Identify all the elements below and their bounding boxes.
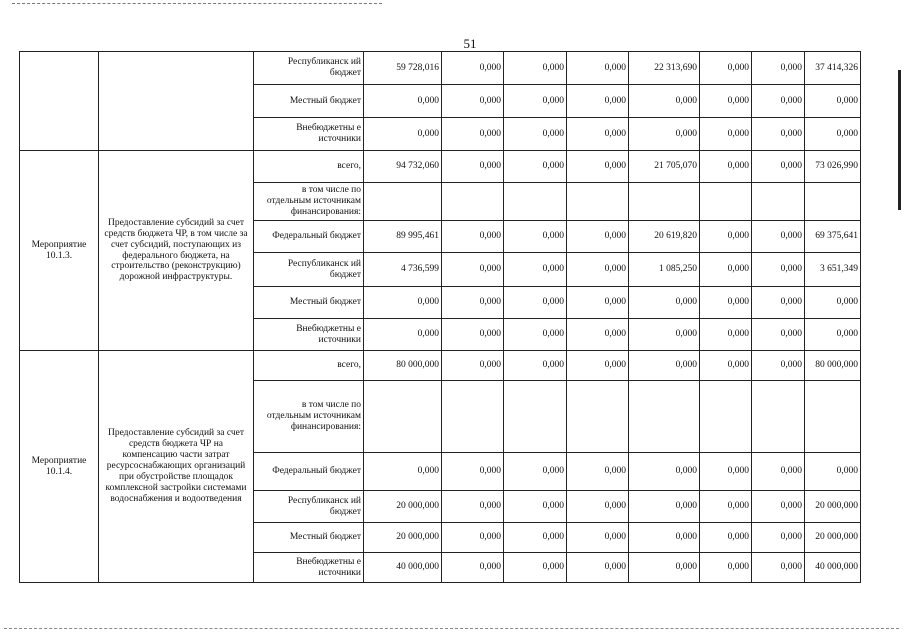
amount-cell: 73 026,990 [805, 151, 861, 183]
event-description-cell: Предоставление субсидий за счет средств бюджета ЧР, в том числе за счет субсидий, поступающих из федерального бюджета, на строительство (реконструкцию) дорожной инфраструктуры. [99, 151, 254, 351]
amount-cell: 0,000 [504, 118, 567, 151]
funding-source-cell: Республиканск ий бюджет [254, 253, 364, 287]
amount-cell: 0,000 [504, 453, 567, 491]
amount-cell [364, 183, 442, 221]
amount-cell: 0,000 [364, 287, 442, 319]
amount-cell: 0,000 [752, 85, 805, 118]
amount-cell [805, 183, 861, 221]
amount-cell: 3 651,349 [805, 253, 861, 287]
funding-source-cell: в том числе по отдельным источникам финансирования: [254, 381, 364, 453]
amount-cell: 0,000 [504, 319, 567, 351]
table-row [20, 52, 861, 85]
amount-cell: 0,000 [567, 491, 629, 523]
amount-cell [442, 381, 504, 453]
funding-source-cell: Республиканск ий бюджет [254, 491, 364, 523]
funding-source-cell: Местный бюджет [254, 287, 364, 319]
amount-cell: 0,000 [442, 221, 504, 253]
amount-cell: 0,000 [504, 351, 567, 381]
amount-cell: 1 085,250 [629, 253, 700, 287]
amount-cell: 0,000 [700, 523, 752, 553]
amount-cell: 0,000 [700, 151, 752, 183]
amount-cell: 69 375,641 [805, 221, 861, 253]
amount-cell [504, 183, 567, 221]
funding-source-cell: в том числе по отдельным источникам финансирования: [254, 183, 364, 221]
amount-cell [442, 183, 504, 221]
amount-cell: 0,000 [567, 351, 629, 381]
amount-cell: 0,000 [442, 351, 504, 381]
funding-source-cell: Внебюджетны е источники [254, 118, 364, 151]
amount-cell: 0,000 [700, 553, 752, 583]
funding-source-cell: Местный бюджет [254, 523, 364, 553]
event-code-cell: Мероприятие 10.1.4. [20, 351, 99, 583]
amount-cell [364, 381, 442, 453]
amount-cell: 20 000,000 [364, 491, 442, 523]
amount-cell [752, 381, 805, 453]
amount-cell: 0,000 [504, 553, 567, 583]
funding-source-cell: Федеральный бюджет [254, 453, 364, 491]
table-row [20, 351, 861, 381]
amount-cell: 0,000 [805, 85, 861, 118]
amount-cell: 0,000 [805, 453, 861, 491]
amount-cell: 20 000,000 [805, 491, 861, 523]
funding-source-cell: Внебюджетны е источники [254, 319, 364, 351]
amount-cell: 20 000,000 [364, 523, 442, 553]
amount-cell: 80 000,000 [805, 351, 861, 381]
amount-cell: 0,000 [504, 151, 567, 183]
amount-cell: 0,000 [504, 491, 567, 523]
amount-cell: 0,000 [700, 253, 752, 287]
table-row [20, 151, 861, 183]
amount-cell: 0,000 [752, 221, 805, 253]
amount-cell: 0,000 [629, 287, 700, 319]
amount-cell [629, 183, 700, 221]
amount-cell: 0,000 [805, 287, 861, 319]
amount-cell: 0,000 [442, 491, 504, 523]
amount-cell: 0,000 [364, 118, 442, 151]
funding-source-cell: Внебюджетны е источники [254, 553, 364, 583]
amount-cell: 0,000 [752, 553, 805, 583]
amount-cell: 0,000 [567, 553, 629, 583]
amount-cell: 0,000 [567, 453, 629, 491]
amount-cell: 0,000 [504, 523, 567, 553]
amount-cell: 0,000 [567, 523, 629, 553]
amount-cell: 0,000 [504, 287, 567, 319]
amount-cell: 0,000 [629, 319, 700, 351]
scan-artifact-top [12, 3, 382, 4]
amount-cell: 0,000 [442, 52, 504, 85]
funding-source-cell: Федеральный бюджет [254, 221, 364, 253]
amount-cell: 0,000 [752, 491, 805, 523]
amount-cell: 0,000 [700, 453, 752, 491]
amount-cell: 0,000 [752, 151, 805, 183]
amount-cell [752, 183, 805, 221]
amount-cell: 0,000 [700, 287, 752, 319]
amount-cell: 0,000 [752, 118, 805, 151]
amount-cell: 20 000,000 [805, 523, 861, 553]
amount-cell: 0,000 [629, 118, 700, 151]
amount-cell [567, 381, 629, 453]
amount-cell: 0,000 [752, 453, 805, 491]
event-description-cell [99, 52, 254, 151]
amount-cell: 0,000 [567, 151, 629, 183]
amount-cell: 0,000 [567, 85, 629, 118]
amount-cell: 0,000 [567, 253, 629, 287]
amount-cell: 0,000 [567, 319, 629, 351]
amount-cell [700, 183, 752, 221]
amount-cell: 89 995,461 [364, 221, 442, 253]
amount-cell: 0,000 [567, 221, 629, 253]
amount-cell: 0,000 [442, 118, 504, 151]
amount-cell: 0,000 [504, 253, 567, 287]
amount-cell: 0,000 [442, 453, 504, 491]
amount-cell [567, 183, 629, 221]
amount-cell: 0,000 [442, 523, 504, 553]
amount-cell: 0,000 [442, 85, 504, 118]
scan-artifact-bottom [4, 628, 899, 629]
funding-source-cell: всего, [254, 351, 364, 381]
amount-cell: 40 000,000 [364, 553, 442, 583]
amount-cell: 0,000 [567, 118, 629, 151]
amount-cell: 0,000 [752, 523, 805, 553]
amount-cell: 0,000 [752, 287, 805, 319]
amount-cell: 0,000 [752, 253, 805, 287]
amount-cell: 0,000 [442, 151, 504, 183]
event-code-cell: Мероприятие 10.1.3. [20, 151, 99, 351]
amount-cell: 0,000 [629, 453, 700, 491]
amount-cell: 0,000 [504, 221, 567, 253]
funding-source-cell: всего, [254, 151, 364, 183]
amount-cell: 0,000 [442, 287, 504, 319]
amount-cell: 59 728,016 [364, 52, 442, 85]
amount-cell: 0,000 [700, 221, 752, 253]
amount-cell: 0,000 [700, 52, 752, 85]
amount-cell: 0,000 [700, 351, 752, 381]
amount-cell: 0,000 [364, 453, 442, 491]
amount-cell: 0,000 [700, 491, 752, 523]
amount-cell: 0,000 [629, 85, 700, 118]
page-number: 51 [463, 36, 477, 51]
amount-cell: 0,000 [700, 319, 752, 351]
amount-cell: 0,000 [752, 319, 805, 351]
amount-cell: 0,000 [442, 553, 504, 583]
funding-source-cell: Республиканск ий бюджет [254, 52, 364, 85]
amount-cell [629, 381, 700, 453]
amount-cell: 0,000 [805, 319, 861, 351]
amount-cell: 0,000 [567, 287, 629, 319]
amount-cell: 0,000 [364, 85, 442, 118]
amount-cell: 0,000 [629, 351, 700, 381]
amount-cell [504, 381, 567, 453]
amount-cell: 0,000 [629, 491, 700, 523]
amount-cell [700, 381, 752, 453]
amount-cell: 0,000 [364, 319, 442, 351]
amount-cell: 0,000 [700, 85, 752, 118]
amount-cell: 0,000 [629, 523, 700, 553]
amount-cell: 0,000 [504, 52, 567, 85]
amount-cell [805, 381, 861, 453]
amount-cell: 37 414,326 [805, 52, 861, 85]
amount-cell: 0,000 [442, 253, 504, 287]
amount-cell: 0,000 [504, 85, 567, 118]
event-code-cell [20, 52, 99, 151]
amount-cell: 20 619,820 [629, 221, 700, 253]
amount-cell: 22 313,690 [629, 52, 700, 85]
amount-cell: 94 732,060 [364, 151, 442, 183]
amount-cell: 0,000 [442, 319, 504, 351]
amount-cell: 0,000 [752, 52, 805, 85]
event-description-cell: Предоставление субсидий за счет средств бюджета ЧР на компенсацию части затрат ресурсоснабжающих организаций при обустройстве площадок комплексной застройки системами водоснабжения и водоотведения [99, 351, 254, 583]
budget-table [19, 51, 861, 583]
amount-cell: 80 000,000 [364, 351, 442, 381]
scan-margin-bar [898, 70, 901, 210]
amount-cell: 0,000 [700, 118, 752, 151]
amount-cell: 0,000 [752, 351, 805, 381]
amount-cell: 0,000 [805, 118, 861, 151]
amount-cell: 4 736,599 [364, 253, 442, 287]
amount-cell: 0,000 [567, 52, 629, 85]
amount-cell: 40 000,000 [805, 553, 861, 583]
amount-cell: 21 705,070 [629, 151, 700, 183]
amount-cell: 0,000 [629, 553, 700, 583]
funding-source-cell: Местный бюджет [254, 85, 364, 118]
